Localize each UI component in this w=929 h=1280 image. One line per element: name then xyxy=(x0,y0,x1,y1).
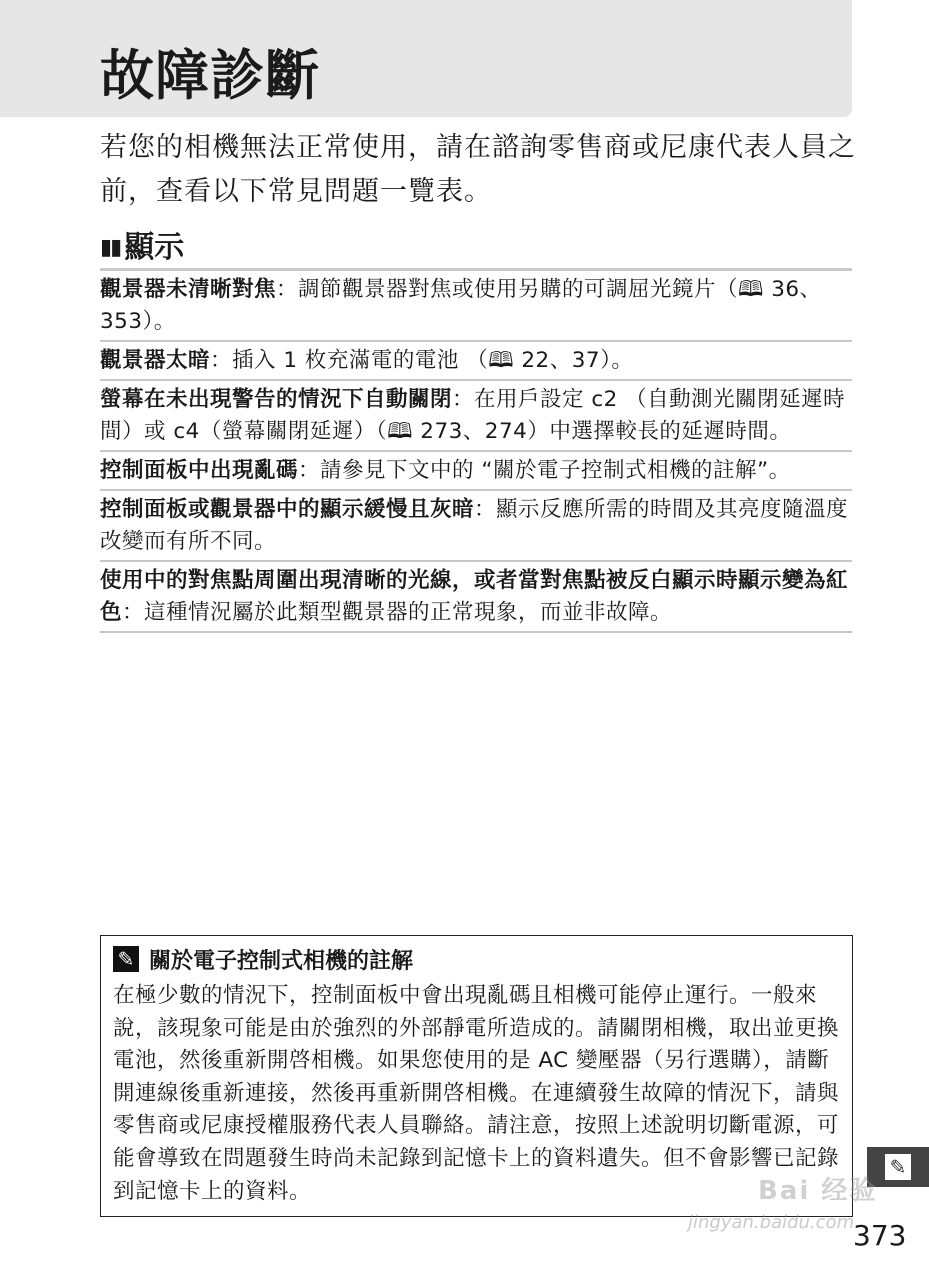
watermark-logo: Bai 经验 xyxy=(758,1176,878,1206)
title-band xyxy=(0,0,852,117)
faq-question: 螢幕在未出現警告的情況下自動關閉 xyxy=(100,387,453,412)
pencil-note-icon: ✎ xyxy=(885,1154,911,1180)
page-number: 373 xyxy=(853,1219,907,1252)
faq-answer: ：請參見下文中的 “關於電子控制式相機的註解”。 xyxy=(298,458,791,483)
faq-item xyxy=(100,452,852,491)
section-heading xyxy=(100,228,184,268)
faq-answer: ：插入 1 枚充滿電的電池 （🕮 22、37）。 xyxy=(210,348,634,373)
faq-item xyxy=(100,381,852,452)
faq-answer: ：這種情況屬於此類型觀景器的正常現象，而並非故障。 xyxy=(122,600,673,625)
faq-question: 觀景器未清晰對焦 xyxy=(100,277,277,302)
watermark-url: jingyan.baidu.com xyxy=(688,1212,855,1233)
section-marker: ▮▮ xyxy=(100,235,121,260)
faq-answer: ：調節觀景器對焦或使用另購的可調屈光鏡片（🕮 36、353）。 xyxy=(100,277,822,334)
faq-item xyxy=(100,562,852,633)
note-header xyxy=(113,944,413,974)
note-box xyxy=(100,935,853,1217)
faq-question: 控制面板或觀景器中的顯示緩慢且灰暗 xyxy=(100,497,475,522)
faq-answer: ：顯示反應所需的時間及其亮度隨溫度改變而有所不同。 xyxy=(100,497,849,554)
faq-item xyxy=(100,491,852,562)
page-title: 故障診斷 xyxy=(100,44,320,107)
pencil-note-icon: ✎ xyxy=(113,946,139,972)
faq-item xyxy=(100,342,852,381)
note-title: 關於電子控制式相機的註解 xyxy=(149,948,414,974)
intro-paragraph: 若您的相機無法正常使用，請在諮詢零售商或尼康代表人員之前，查看以下常見問題一覽表。 xyxy=(100,132,856,207)
faq-item xyxy=(100,271,852,342)
troubleshooting-list xyxy=(100,268,852,633)
faq-question: 觀景器太暗 xyxy=(100,348,211,373)
section-title: 顯示 xyxy=(124,230,185,265)
note-body: 在極少數的情況下，控制面板中會出現亂碼且相機可能停止運行。一般來說，該現象可能是由於強烈的外部靜電所造成的。請關閉相機，取出並更換電池，然後重新開啓相機。如果您使用的是 AC 變壓器（另行選購），請斷開連線後重新連接，然後再重新開啓相機。在連續發生故障的情況下，請與零售商或尼康授權服務代表人員聯絡。請注意，按照上述說明切斷電源，可能會導致在問題發生時尚未記錄到記憶卡上的資料遺失。但不會影響已記錄到記憶卡上的資料。 xyxy=(113,983,840,1204)
faq-answer: ：在用戶設定 c2 （自動測光關閉延遲時間）或 c4（螢幕關閉延遲）（🕮 273、274）中選擇較長的延遲時間。 xyxy=(100,387,846,444)
faq-question: 控制面板中出現亂碼 xyxy=(100,458,299,483)
faq-question: 使用中的對焦點周圍出現清晰的光線，或者當對焦點被反白顯示時顯示變為紅色 xyxy=(100,568,849,625)
